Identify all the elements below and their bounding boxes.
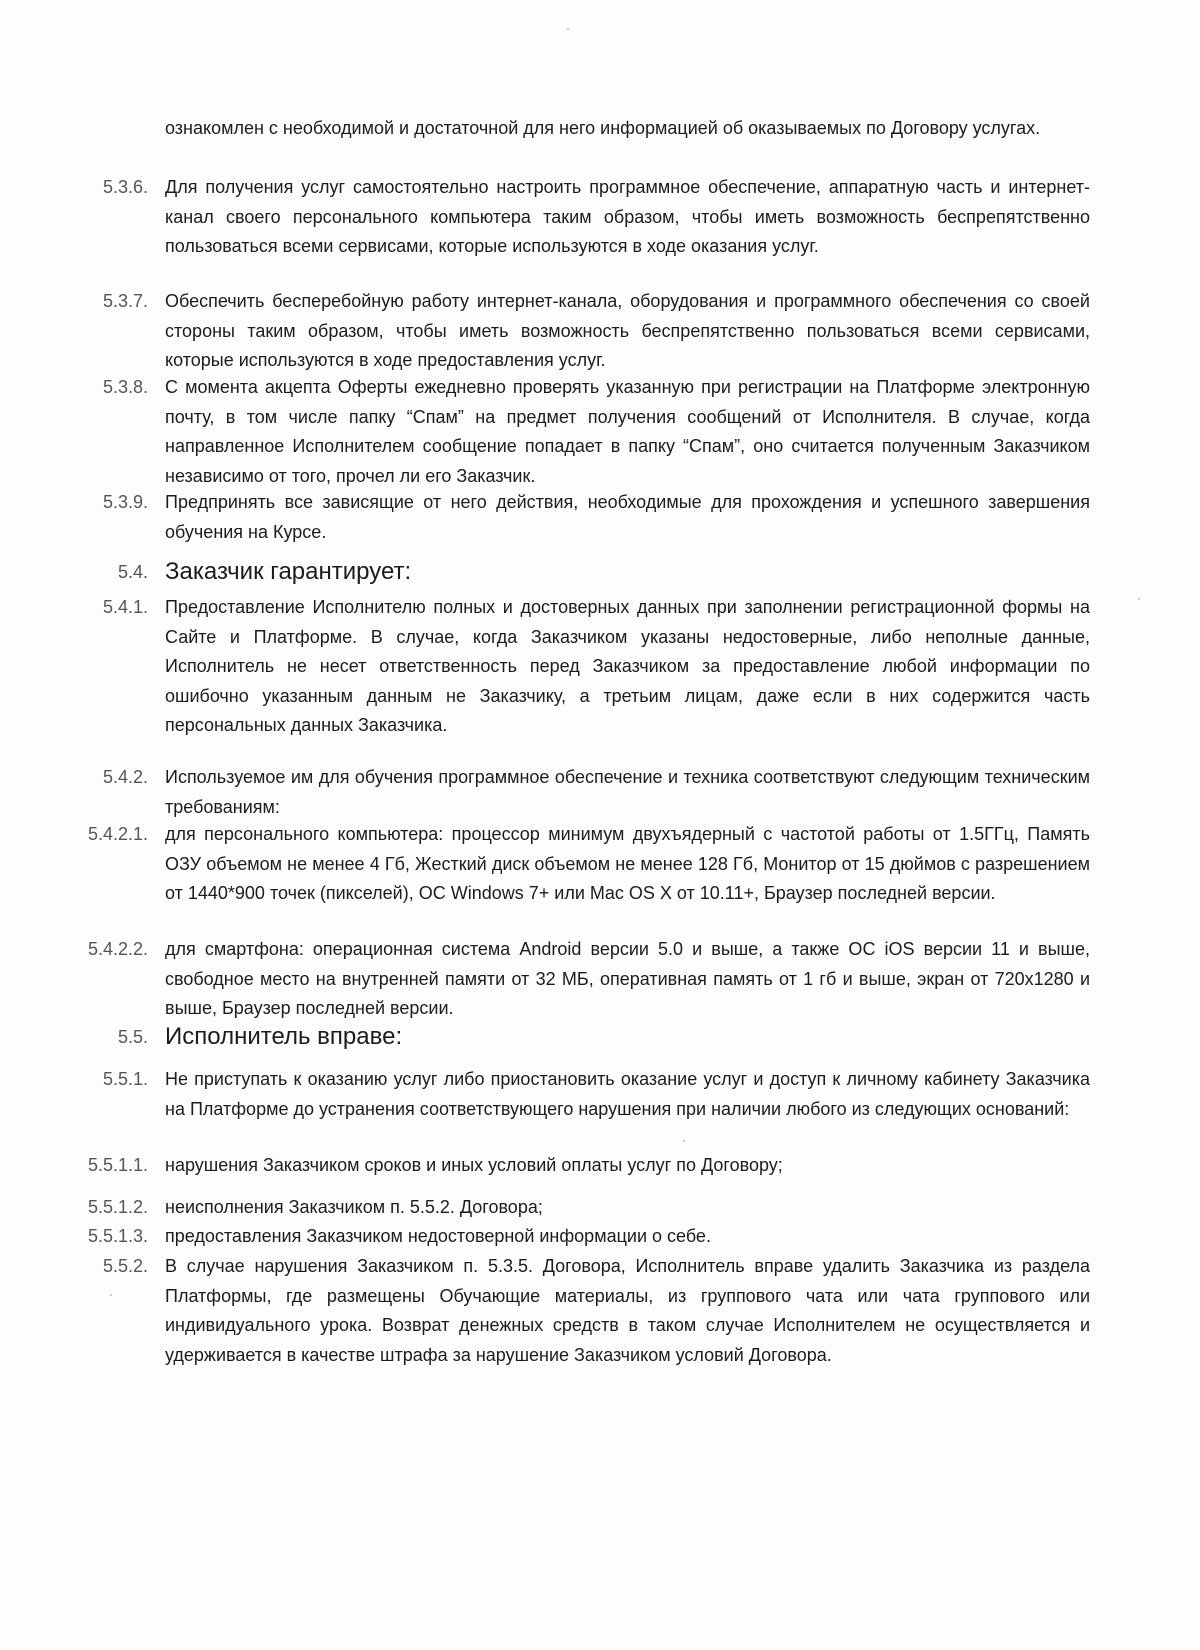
section-title: Заказчик гарантирует:	[165, 558, 412, 585]
section-number: 5.5.	[117, 1027, 148, 1047]
clause-number: 5.5.2.	[102, 1256, 148, 1276]
clause-text: неисполнения Заказчиком п. 5.5.2. Договора;	[165, 1197, 543, 1217]
clause-text: для персонального компьютера: процессор минимум двухъядерный с частотой работы от 1.5ГГц, Память ОЗУ объемом не менее 4 Гб, Жесткий диск объемом не менее 128 Гб, Монитор от 15 дюймов с разрешением от 1440*900 точек (пикселей), ОС Windows 7+ или Mac OS X от 10.11+, Браузер последней версии.	[165, 824, 1090, 903]
clause-number: 5.3.6.	[102, 177, 148, 197]
clause-text: для смартфона: операционная система Android версии 5.0 и выше, а также ОС iOS версии 11 и выше, свободное место на внутренней памяти от 32 МБ, оперативная память от 1 гб и выше, экран от 720x1280 и выше, Браузер последней версии.	[165, 939, 1090, 1018]
clause-text: С момента акцепта Оферты ежедневно проверять указанную при регистрации на Платформе электронную почту, в том числе папку “Спам” на предмет получения сообщений от Исполнителя. В случае, когда направленное Исполнителем сообщение попадает в папку “Спам”, оно считается полученным Заказчиком независимо от того, прочел ли его Заказчик.	[165, 377, 1090, 486]
scan-artifact	[1138, 598, 1140, 600]
scan-artifact	[567, 28, 569, 30]
clause-number: 5.4.2.2.	[87, 939, 148, 959]
clause-number: 5.3.9.	[102, 492, 148, 512]
scan-artifact	[110, 1294, 112, 1296]
clause-text: Для получения услуг самостоятельно настроить программное обеспечение, аппаратную часть и интернет-канал своего персонального компьютера таким образом, чтобы иметь возможность беспрепятственно пользоваться всеми сервисами, которые используются в ходе оказания услуг.	[165, 177, 1090, 256]
clause-number: 5.4.2.	[102, 767, 148, 787]
section-number: 5.4.	[117, 562, 148, 582]
clause-text: Предпринять все зависящие от него действия, необходимые для прохождения и успешного завершения обучения на Курсе.	[165, 492, 1090, 542]
clause-text: Не приступать к оказанию услуг либо приостановить оказание услуг и доступ к личному кабинету Заказчика на Платформе до устранения соответствующего нарушения при наличии любого из следующих оснований:	[165, 1069, 1090, 1119]
clause-number: 5.5.1.2.	[87, 1197, 148, 1217]
section-title: Исполнитель вправе:	[165, 1023, 403, 1050]
clause-number: 5.5.1.	[102, 1069, 148, 1089]
clause-number: 5.3.8.	[102, 377, 148, 397]
clause-text: Предоставление Исполнителю полных и достоверных данных при заполнении регистрационной формы на Сайте и Платформе. В случае, когда Заказчиком указаны недостоверные, либо неполные данные, Исполнитель не несет ответственность перед Заказчиком за предоставление любой информации по ошибочно указанным данным не Заказчику, а третьим лицам, даже если в них содержится часть персональных данных Заказчика.	[165, 597, 1090, 735]
clause-text: предоставления Заказчиком недостоверной информации о себе.	[165, 1226, 711, 1246]
clause-number: 5.4.1.	[102, 597, 148, 617]
clause-number: 5.4.2.1.	[87, 824, 148, 844]
clause-number: 5.5.1.3.	[87, 1226, 148, 1246]
clause-text: Используемое им для обучения программное обеспечение и техника соответствуют следующим техническим требованиям:	[165, 767, 1090, 817]
scan-artifact	[683, 1140, 685, 1142]
clause-number: 5.3.7.	[102, 291, 148, 311]
clause-text: Обеспечить бесперебойную работу интернет-канала, оборудования и программного обеспечения со своей стороны таким образом, чтобы иметь возможность беспрепятственно пользоваться всеми сервисами, которые используются в ходе предоставления услуг.	[165, 291, 1090, 370]
clause-text: нарушения Заказчиком сроков и иных условий оплаты услуг по Договору;	[165, 1155, 783, 1175]
clause-text: В случае нарушения Заказчиком п. 5.3.5. Договора, Исполнитель вправе удалить Заказчика из раздела Платформы, где размещены Обучающие материалы, из группового чата или чата группового или индивидуального урока. Возврат денежных средств в таком случае Исполнителем не осуществляется и удерживается в качестве штрафа за нарушение Заказчиком условий Договора.	[165, 1256, 1090, 1365]
clause-number: 5.5.1.1.	[87, 1155, 148, 1175]
paragraph-text: ознакомлен с необходимой и достаточной для него информацией об оказываемых по Договору услугах.	[165, 118, 1041, 138]
